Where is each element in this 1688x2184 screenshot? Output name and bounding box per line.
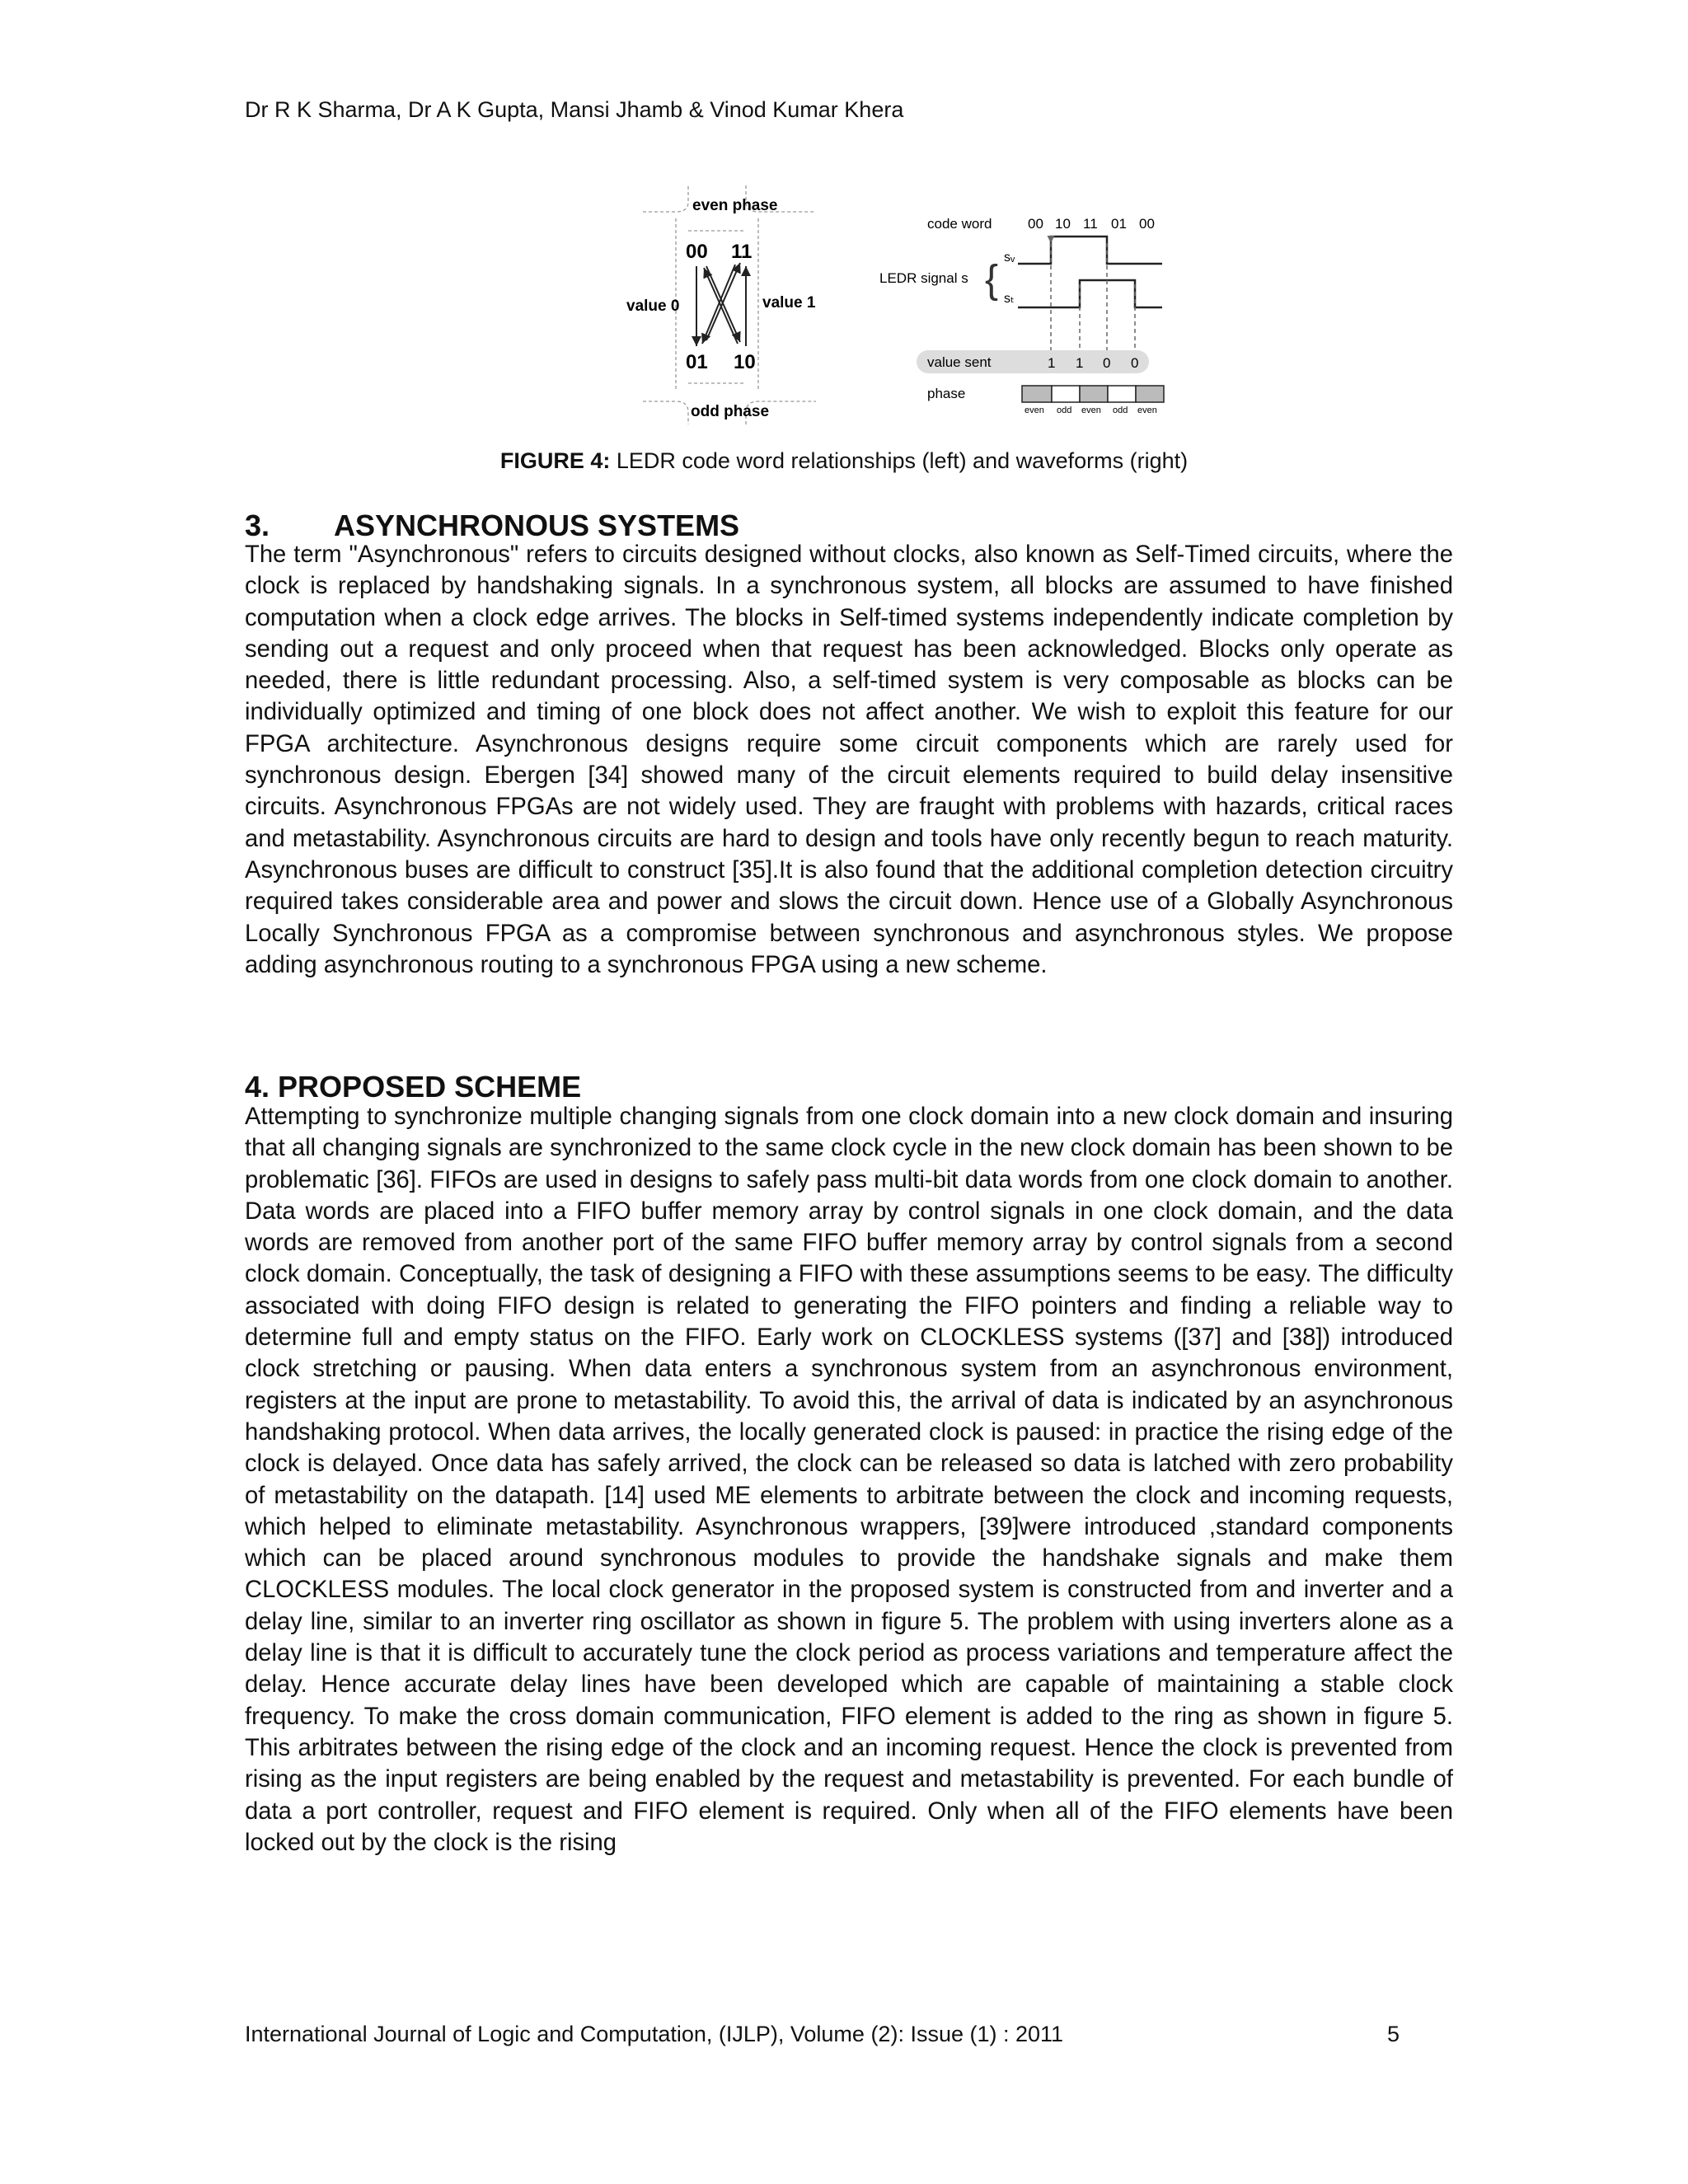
- svg-text:odd: odd: [1057, 405, 1072, 415]
- st-label: sₜ: [1004, 292, 1015, 306]
- section-3-body: The term "Asynchronous" refers to circuits designed without clocks, also known as Self-Timed circuits, where the clock is replaced by handshaking signals. In a synchronous system, all blocks are assumed to have finished computation when a clock edge arrives. The blocks in Self-timed systems independently indicate completion by sending out a request and only proceed when that request has been acknowledged. Blocks only operate as needed, there is little redundant processing. Also, a self-timed system is very composable as blocks can be individually optimized and timing of one block does not affect another. We wish to exploit this feature for our FPGA architecture. Asynchronous designs require some circuit components which are rarely used for synchronous design. Ebergen [34] showed many of the circuit elements required to build delay insensitive circuits. Asynchronous FPGAs are not widely used. They are fraught with problems with hazards, critical races and metastability. Asynchronous circuits are hard to design and tools have only recently begun to reach maturity. Asynchronous buses are difficult to construct [35].It is also found that the additional completion detection circuitry required takes considerable area and power and slows the circuit down. Hence use of a Globally Asynchronous Locally Synchronous FPGA as a compromise between synchronous and asynchronous styles. We propose adding asynchronous routing to a synchronous FPGA using a new scheme.: [245, 541, 1453, 978]
- waveforms: [1018, 237, 1162, 307]
- value-sent-label: value sent: [927, 354, 992, 370]
- code-word-label: code word: [927, 216, 992, 232]
- svg-text:00: 00: [1028, 216, 1043, 232]
- sample-lines: [1051, 243, 1135, 354]
- brace: {: [985, 258, 999, 302]
- figure-ledr: [626, 185, 1170, 433]
- phase-names: [1025, 405, 1157, 415]
- svg-text:even: even: [1081, 405, 1101, 415]
- svg-text:1: 1: [1076, 355, 1084, 371]
- svg-text:0: 0: [1103, 355, 1111, 371]
- code-11: 11: [731, 241, 753, 263]
- value0-label: value 0: [626, 298, 680, 315]
- svg-text:11: 11: [1083, 216, 1098, 232]
- section-4-number: 4.: [245, 1070, 270, 1104]
- svg-text:even: even: [1137, 405, 1157, 415]
- phase-bar: [1022, 386, 1164, 402]
- svg-text:odd: odd: [1113, 405, 1128, 415]
- phase-label: phase: [927, 386, 966, 401]
- caption-text: LEDR code word relationships (left) and waveforms (right): [616, 448, 1189, 473]
- section-3-title: ASYNCHRONOUS SYSTEMS: [334, 509, 740, 542]
- value1-label: value 1: [762, 294, 816, 312]
- page-number: 5: [1387, 2022, 1400, 2046]
- section-3-heading: [245, 509, 739, 543]
- section-4-body: Attempting to synchronize multiple changing signals from one clock domain into a new clock domain and insuring that all changing signals are synchronized to the same clock cycle in the new clock domain has been shown to be problematic [36]. FIFOs are used in designs to safely pass multi-bit data words from one clock domain to another. Data words are placed into a FIFO buffer memory array by control signals in one clock domain, and the data words are removed from another port of the same FIFO buffer memory array by control signals from a second clock domain. Conceptually, the task of designing a FIFO with these assumptions seems to be easy. The difficulty associated with doing FIFO design is related to generating the FIFO pointers and finding a reliable way to determine full and empty status on the FIFO. Early work on CLOCKLESS systems ([37] and [38]) introduced clock stretching or pausing. When data enters a synchronous system from an asynchronous environment, registers at the input are prone to metastability. To avoid this, the arrival of data is indicated by an asynchronous handshaking protocol. When data arrives, the locally generated clock is paused: in practice the rising edge of the clock is delayed. Once data has safely arrived, the clock can be released so data is latched with zero probability of metastability on the datapath. [14] used ME elements to arbitrate between the clock and incoming requests, which helped to eliminate metastability. Asynchronous wrappers, [39]were introduced ,standard components which can be placed around synchronous modules to provide the handshake signals and make them CLOCKLESS modules. The local clock generator in the proposed system is constructed from and inverter and a delay line, similar to an inverter ring oscillator as shown in figure 5. The problem with using inverters alone as a delay line is that it is difficult to accurately tune the clock period as process variations and temperature affect the delay. Hence accurate delay lines have been developed which are capable of maintaining a stable clock frequency. To make the cross domain communication, FIFO element is added to the ring as shown in figure 5. This arbitrates between the rising edge of the clock and an incoming request. Hence the clock is prevented from rising as the input registers are being enabled by the request and metastability is prevented. For each bundle of data a port controller, request and FIFO element is required. Only when all of the FIFO elements have been locked out by the clock is the rising: [245, 1104, 1453, 1856]
- section-4-heading: [245, 1070, 581, 1104]
- code-00: 00: [686, 241, 708, 263]
- svg-text:01: 01: [1111, 216, 1127, 232]
- svg-text:10: 10: [1055, 216, 1071, 232]
- svg-text:00: 00: [1139, 216, 1155, 232]
- even-phase-label: even phase: [692, 197, 778, 214]
- svg-text:0: 0: [1131, 355, 1139, 371]
- svg-text:1: 1: [1048, 355, 1056, 371]
- sv-label: sᵥ: [1004, 251, 1015, 265]
- section-4-title: PROPOSED SCHEME: [278, 1070, 582, 1104]
- transition-arrows: [696, 263, 746, 346]
- svg-text:even: even: [1025, 405, 1044, 415]
- caption-label: FIGURE 4:: [499, 448, 611, 473]
- ledr-figure-svg: [626, 185, 1170, 433]
- journal-footer: International Journal of Logic and Computation, (IJLP), Volume (2): Issue (1) : 2011: [245, 2022, 1064, 2046]
- figure-caption: [0, 448, 1688, 474]
- running-header: Dr R K Sharma, Dr A K Gupta, Mansi Jhamb & Vinod Kumar Khera: [245, 97, 904, 122]
- section-3-number: 3.: [245, 509, 270, 542]
- code-10: 10: [734, 351, 756, 373]
- code-words: [1028, 216, 1155, 232]
- ledr-signal-label: LEDR signal s: [879, 270, 968, 286]
- code-01: 01: [686, 351, 708, 373]
- odd-phase-label: odd phase: [691, 403, 770, 420]
